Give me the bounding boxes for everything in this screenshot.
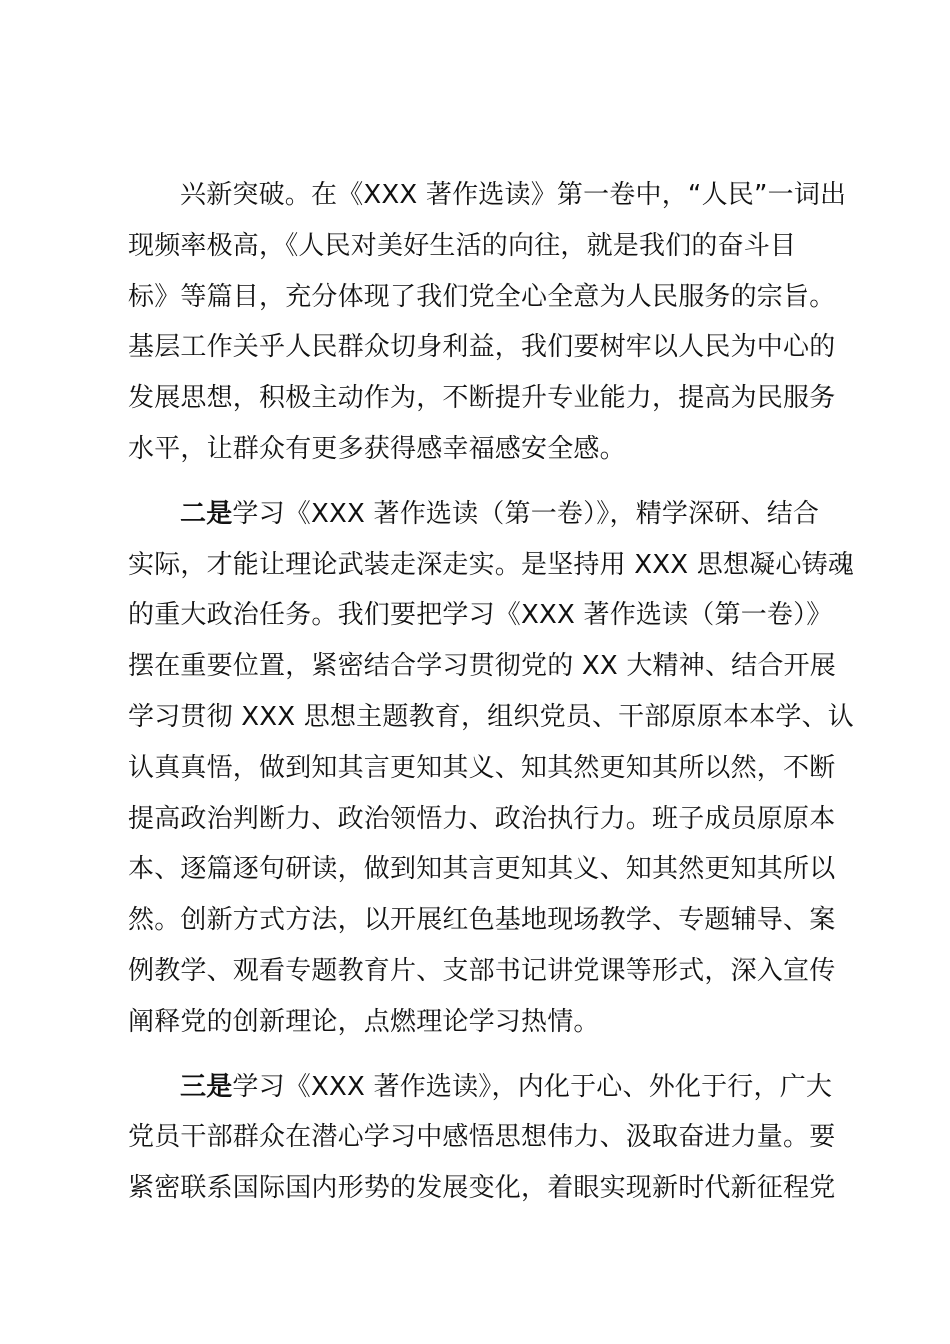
paragraph-3-first-line: 学习《XXX 著作选读》，内化于心、外化于行，广大 <box>232 1071 833 1102</box>
paragraph-lead-3: 三是 <box>180 1071 233 1102</box>
text-line: 摆在重要位置，紧密结合学习贯彻党的 XX 大精神、结合开展 <box>128 651 836 682</box>
text-line: 兴新突破。在《XXX 著作选读》第一卷中，“人民”一词出 <box>180 180 847 210</box>
paragraph-lead-2: 二是 <box>180 498 233 529</box>
text-line: 然。创新方式方法，以开展红色基地现场教学、专题辅导、案 <box>128 905 836 936</box>
text-line: 的重大政治任务。我们要把学习《XXX 著作选读（第一卷）》 <box>128 600 833 631</box>
document-body <box>128 170 854 1214</box>
text-line <box>128 1062 834 1113</box>
paragraph-2-first-line: 学习《XXX 著作选读（第一卷）》，精学深研、结合 <box>232 498 820 529</box>
text-line: 学习贯彻 XXX 思想主题教育，组织党员、干部原原本本学、认 <box>128 701 854 732</box>
text-line: 阐释党的创新理论，点燃理论学习热情。 <box>128 1006 600 1037</box>
text-line: 基层工作关乎人民群众切身利益，我们要树牢以人民为中心的 <box>128 332 836 363</box>
text-line: 认真真悟，做到知其言更知其义、知其然更知其所以然，不断 <box>128 752 836 783</box>
text-line: 例教学、观看专题教育片、支部书记讲党课等形式，深入宣传 <box>128 955 836 986</box>
text-line: 本、逐篇逐句研读，做到知其言更知其义、知其然更知其所以 <box>128 854 836 885</box>
text-line: 现频率极高，《人民对美好生活的向往，就是我们的奋斗目 <box>128 230 797 261</box>
text-line <box>128 489 834 540</box>
text-line: 党员干部群众在潜心学习中感悟思想伟力、汲取奋进力量。要 <box>128 1122 836 1153</box>
text-line: 提高政治判断力、政治领悟力、政治执行力。班子成员原原本 <box>128 803 836 834</box>
paragraph-3 <box>128 1062 834 1214</box>
text-line: 水平，让群众有更多获得感幸福感安全感。 <box>128 433 626 464</box>
paragraph-2 <box>128 489 854 1048</box>
text-line: 实际，才能让理论武装走深走实。是坚持用 XXX 思想凝心铸魂 <box>128 549 854 580</box>
paragraph-1 <box>128 170 847 475</box>
text-line: 标》等篇目，充分体现了我们党全心全意为人民服务的宗旨。 <box>128 281 836 312</box>
text-line: 发展思想，积极主动作为，不断提升专业能力，提高为民服务 <box>128 383 836 414</box>
text-line: 紧密联系国际国内形势的发展变化，着眼实现新时代新征程党 <box>128 1173 836 1204</box>
